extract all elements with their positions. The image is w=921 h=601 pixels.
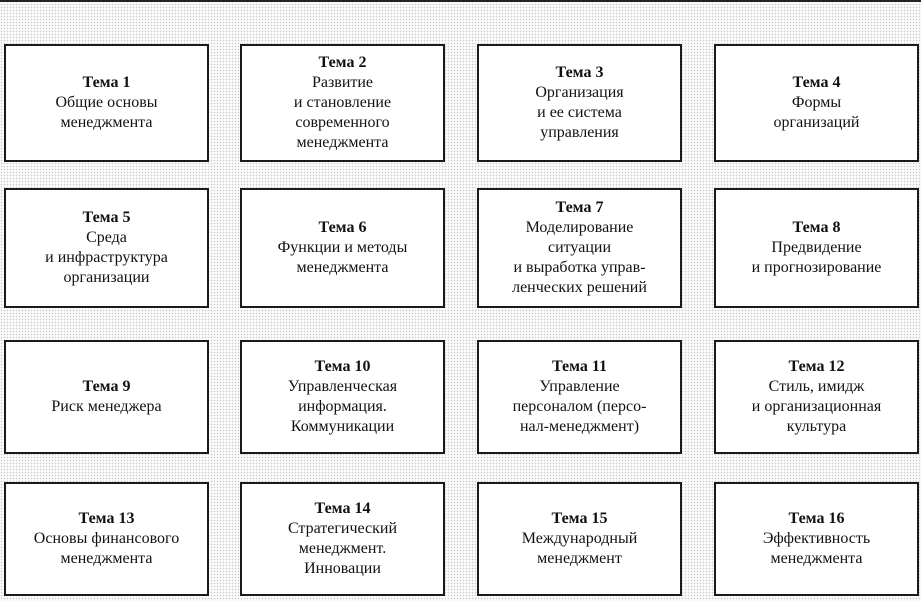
topic-title: Тема 3 [555, 64, 604, 81]
topic-box-4 [714, 44, 919, 162]
topic-box-12 [714, 340, 919, 454]
topic-text [763, 509, 870, 569]
topic-box-10 [240, 340, 445, 454]
topic-title: Тема 11 [551, 358, 608, 375]
topic-description-line: и ее система [537, 104, 622, 121]
topic-description-line: менеджмента [296, 259, 389, 276]
topic-text [294, 53, 391, 153]
topic-text [752, 357, 881, 437]
topic-title: Тема 5 [82, 209, 131, 226]
topic-description-line: Предвидение [771, 239, 862, 256]
topic-box-15 [477, 482, 682, 596]
topic-box-3 [477, 44, 682, 162]
topic-title: Тема 7 [555, 199, 604, 216]
topic-title: Тема 12 [788, 358, 845, 375]
topic-description-line: менеджмента [60, 114, 153, 131]
topic-box-1 [4, 44, 209, 162]
topic-text [512, 198, 647, 298]
topic-description-line: ленческих решений [512, 279, 647, 296]
topic-title: Тема 6 [318, 219, 367, 236]
topic-description-line: Развитие [311, 74, 374, 91]
topic-text [51, 377, 161, 417]
topic-box-6 [240, 188, 445, 308]
topic-box-11 [477, 340, 682, 454]
topic-description-line: Стратегический [287, 520, 398, 537]
topic-description-line: Управление [539, 378, 620, 395]
topic-title: Тема 15 [551, 510, 608, 527]
topic-description-line: и организационная [751, 398, 882, 415]
topic-description-line: Формы [791, 94, 842, 111]
topic-text [522, 509, 638, 569]
topic-description-line: Инновации [304, 560, 381, 577]
topic-description-line: и прогнозирование [751, 259, 882, 276]
topic-box-16 [714, 482, 919, 596]
topic-description-line: персоналом (персо- [512, 398, 647, 415]
topic-description-line: управления [540, 124, 619, 141]
topic-title: Тема 13 [78, 510, 135, 527]
topic-box-2 [240, 44, 445, 162]
topic-description-line: Среда [86, 229, 127, 246]
topic-description-line: менеджмента [296, 134, 389, 151]
topic-text [288, 357, 397, 437]
topic-text [55, 73, 157, 133]
topic-description-line: и инфраструктура [45, 249, 168, 266]
topic-box-5 [4, 188, 209, 308]
topic-text [535, 63, 623, 143]
topic-title: Тема 1 [82, 74, 131, 91]
topic-title: Тема 16 [788, 510, 845, 527]
topic-text [752, 218, 882, 278]
topic-description-line: менеджмента [60, 550, 153, 567]
topic-description-line: и становление [293, 94, 392, 111]
topic-box-13 [4, 482, 209, 596]
topic-box-9 [4, 340, 209, 454]
topic-title: Тема 9 [82, 378, 131, 395]
topic-text [774, 73, 860, 133]
topic-description-line: Риск менеджера [51, 398, 162, 415]
topic-description-line: информация. [298, 398, 387, 415]
topic-description-line: Эффективность [762, 530, 871, 547]
topic-description-line: Международный [521, 530, 638, 547]
topic-title: Тема 10 [314, 358, 371, 375]
topic-description-line: нал-менеджмент) [519, 418, 640, 435]
topic-description-line: менеджмента [770, 550, 863, 567]
topic-description-line: Функции и методы [277, 239, 408, 256]
topic-description-line: Моделирование [525, 219, 634, 236]
topic-box-8 [714, 188, 919, 308]
topic-description-line: и выработка управ- [513, 259, 646, 276]
topic-title: Тема 2 [318, 54, 367, 71]
topic-title: Тема 8 [792, 219, 841, 236]
topic-box-14 [240, 482, 445, 596]
topic-description-line: Стиль, имидж [768, 378, 865, 395]
topic-description-line: менеджмент [537, 550, 622, 567]
topic-text [34, 509, 179, 569]
topic-description-line: Основы финансового [33, 530, 180, 547]
topic-description-line: менеджмент. [298, 540, 387, 557]
topic-text [278, 218, 408, 278]
topic-text [513, 357, 647, 437]
topic-description-line: Коммуникации [290, 418, 395, 435]
topic-description-line: ситуации [547, 239, 612, 256]
topic-description-line: культура [786, 418, 847, 435]
topic-description-line: организаций [773, 114, 860, 131]
topic-text [288, 499, 397, 579]
topic-box-7 [477, 188, 682, 308]
topic-description-line: Управленческая [287, 378, 398, 395]
topic-text [45, 208, 168, 288]
topic-description-line: Общие основы [55, 94, 158, 111]
topic-description-line: организации [63, 269, 150, 286]
topic-title: Тема 4 [792, 74, 841, 91]
topic-title: Тема 14 [314, 500, 371, 517]
topic-description-line: Организация [535, 84, 624, 101]
topic-description-line: современного [295, 114, 390, 131]
